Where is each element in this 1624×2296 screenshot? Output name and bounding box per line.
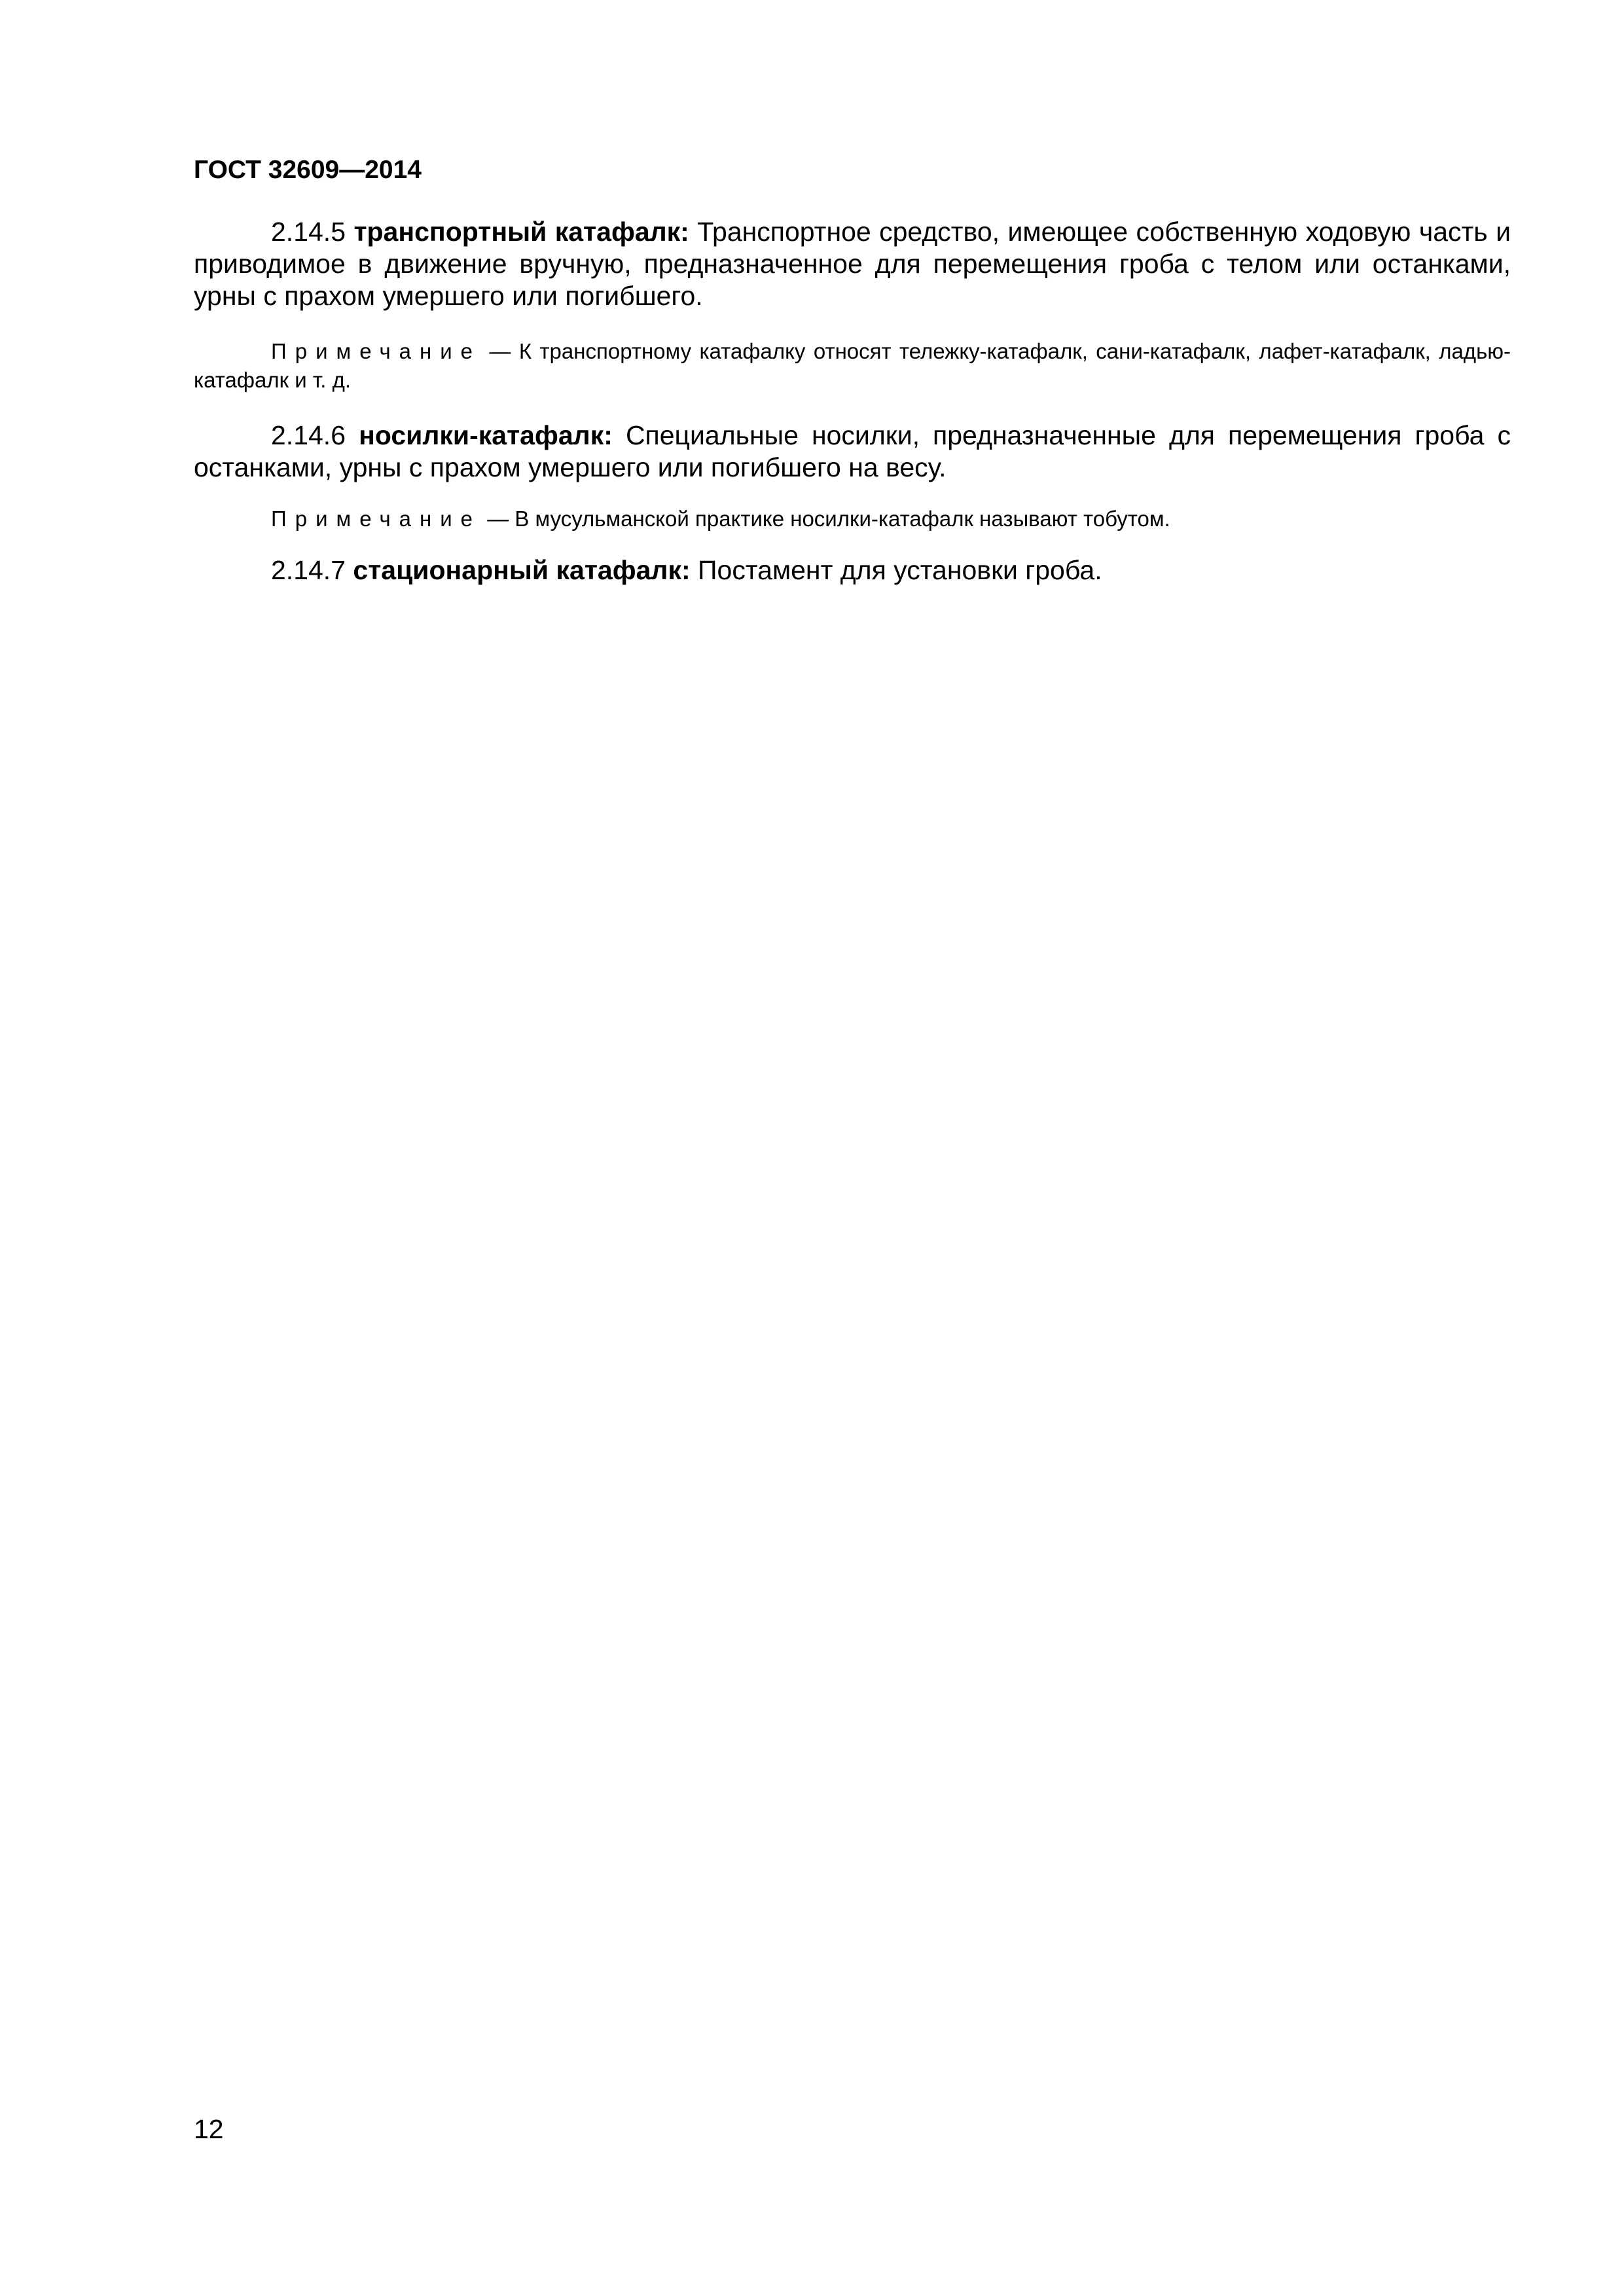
page-header: ГОСТ 32609—2014 bbox=[194, 156, 422, 184]
term-definition: Транспортное средство, имеющее собственную ходовую часть и приводимое в движение вручную, предназначенное для перемещения гроба с телом или останками, урны с прахом умершего или погибшего. bbox=[194, 217, 1511, 311]
term-entry bbox=[194, 216, 1511, 312]
term-name: носилки-катафалк: bbox=[359, 420, 613, 450]
note bbox=[194, 505, 1511, 533]
term-name: транспортный катафалк: bbox=[353, 217, 689, 247]
term-number: 2.14.6 bbox=[271, 420, 346, 450]
note-text: — В мусульманской практике носилки-катафалк называют тобутом. bbox=[487, 507, 1170, 531]
note bbox=[194, 337, 1511, 395]
term-number: 2.14.5 bbox=[271, 217, 346, 247]
term-number: 2.14.7 bbox=[271, 555, 346, 585]
term-definition: Постамент для установки гроба. bbox=[698, 555, 1102, 585]
note-text: — К транспортному катафалку относят тележку-катафалк, сани-катафалк, лафет-катафалк, ладью-катафалк и т. д. bbox=[194, 339, 1511, 392]
term-entry bbox=[194, 420, 1511, 484]
page-number: 12 bbox=[194, 2114, 224, 2144]
term-name: стационарный катафалк: bbox=[353, 555, 691, 585]
term-definition: Специальные носилки, предназначенные для перемещения гроба с останками, урны с прахом умершего или погибшего на весу. bbox=[194, 420, 1511, 482]
note-label: Примечание bbox=[271, 339, 482, 363]
note-label: Примечание bbox=[271, 507, 482, 531]
term-entry bbox=[194, 554, 1511, 586]
document-body bbox=[194, 216, 1511, 586]
